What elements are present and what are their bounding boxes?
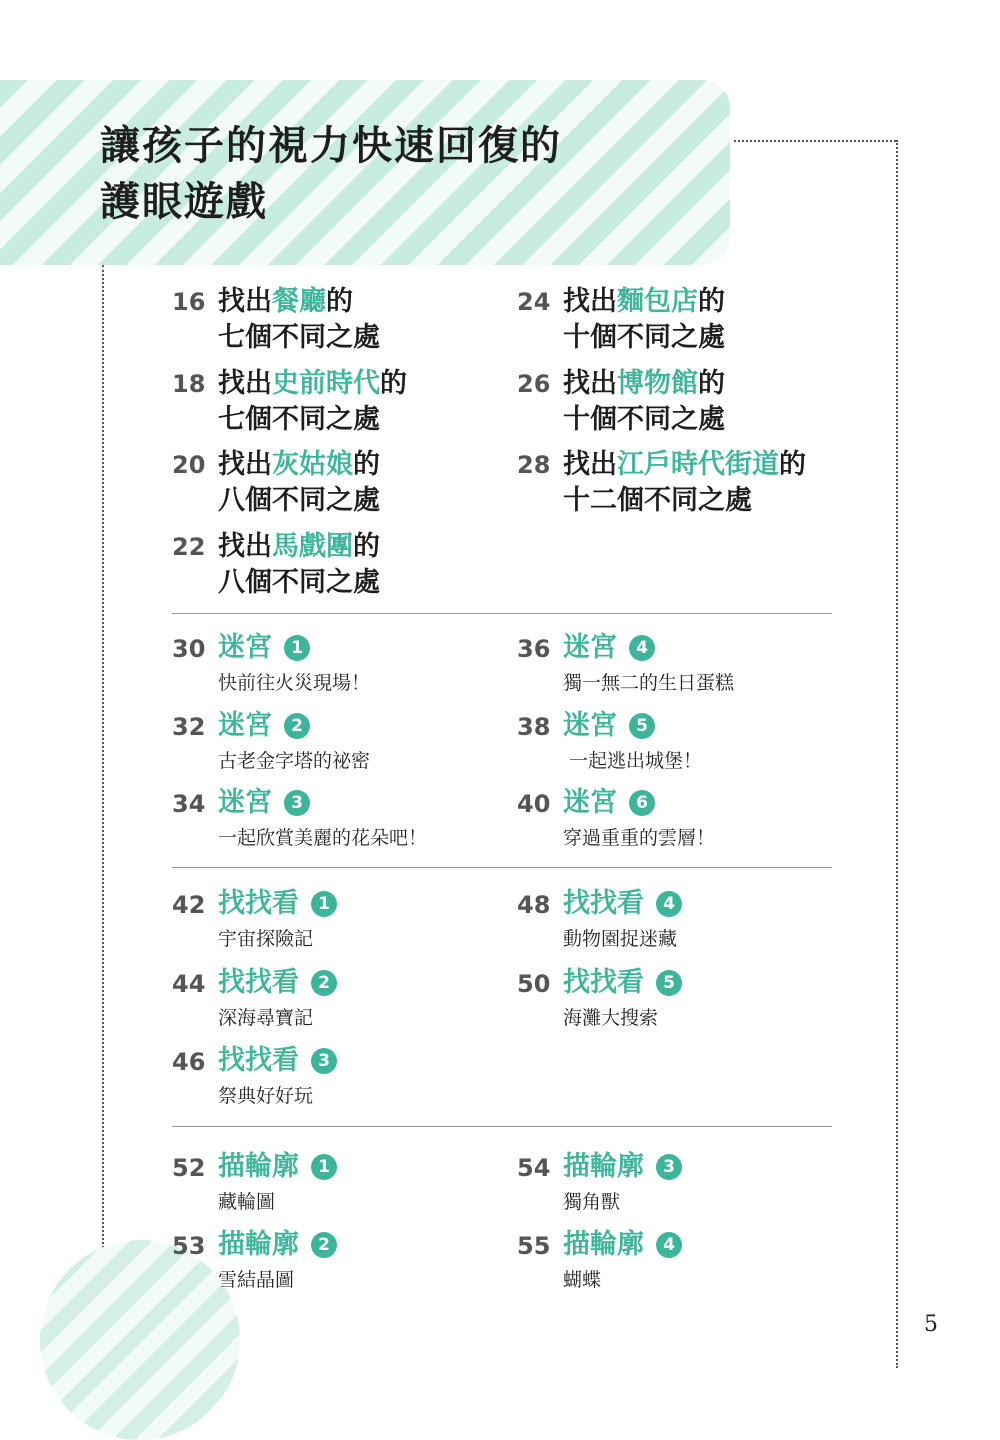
entry-subtitle: 海灘大搜索	[563, 1007, 659, 1029]
entry-subtitle: 獨角獸	[563, 1191, 621, 1213]
page-ref: 18	[172, 370, 206, 398]
page-ref: 52	[172, 1154, 206, 1182]
page-ref: 20	[172, 451, 206, 479]
entry-subtitle: 古老金字塔的祕密	[218, 750, 371, 772]
number-badge: 6	[629, 790, 655, 816]
entry-heading: 找找看 5	[563, 966, 682, 1000]
entry-subtitle: 雪結晶圖	[218, 1269, 295, 1291]
number-badge: 2	[311, 1232, 337, 1258]
page-number: 5	[924, 1312, 938, 1337]
entry-title: 找出灰姑娘的 八個不同之處	[218, 449, 380, 516]
entry-heading: 迷宮 2	[218, 709, 310, 743]
number-badge: 4	[656, 891, 682, 917]
page-ref: 22	[172, 533, 206, 561]
section-divider	[172, 867, 832, 868]
number-badge: 1	[284, 635, 310, 661]
entry-heading: 描輪廓 1	[218, 1150, 337, 1184]
page-ref: 50	[517, 970, 551, 998]
entry-heading: 迷宮 5	[563, 709, 655, 743]
page-ref: 38	[517, 713, 551, 741]
page-ref: 34	[172, 790, 206, 818]
entry-subtitle: 快前往火災現場！	[218, 672, 371, 694]
entry-subtitle: 祭典好好玩	[218, 1085, 314, 1107]
number-badge: 3	[656, 1154, 682, 1180]
entry-title: 找出史前時代的 七個不同之處	[218, 368, 407, 435]
entry-heading: 迷宮 4	[563, 631, 655, 665]
entry-title: 找出馬戲團的 八個不同之處	[218, 531, 380, 598]
number-badge: 1	[311, 1154, 337, 1180]
number-badge: 3	[311, 1048, 337, 1074]
entry-heading: 迷宮 3	[218, 786, 310, 820]
entry-subtitle: 宇宙探險記	[218, 928, 314, 950]
dotted-border-right	[896, 140, 898, 1368]
entry-heading: 找找看 3	[218, 1044, 337, 1078]
number-badge: 4	[629, 635, 655, 661]
dotted-border-left	[102, 265, 104, 1368]
entry-subtitle: 蝴蝶	[563, 1269, 602, 1291]
section-divider	[172, 1126, 832, 1127]
title-line-1: 讓孩子的視力快速回復的	[100, 123, 562, 169]
title-line-2: 護眼遊戲	[100, 179, 268, 225]
decorative-circle	[40, 1240, 240, 1440]
entry-heading: 描輪廓 4	[563, 1228, 682, 1262]
entry-subtitle: 藏輪圖	[218, 1191, 276, 1213]
entry-title: 找出餐廳的 七個不同之處	[218, 286, 380, 353]
number-badge: 3	[284, 790, 310, 816]
entry-heading: 迷宮 6	[563, 786, 655, 820]
page-ref: 55	[517, 1232, 551, 1260]
number-badge: 2	[311, 970, 337, 996]
entry-heading: 找找看 2	[218, 966, 337, 1000]
number-badge: 1	[311, 891, 337, 917]
entry-heading: 找找看 1	[218, 887, 337, 921]
section-divider	[172, 613, 832, 614]
page-ref: 44	[172, 970, 206, 998]
entry-heading: 找找看 4	[563, 887, 682, 921]
entry-heading: 描輪廓 2	[218, 1228, 337, 1262]
entry-subtitle: 動物園捉迷藏	[563, 928, 678, 950]
entry-heading: 描輪廓 3	[563, 1150, 682, 1184]
page-ref: 46	[172, 1048, 206, 1076]
entry-subtitle: 一起欣賞美麗的花朵吧！	[218, 827, 428, 849]
page-ref: 28	[517, 451, 551, 479]
page-ref: 26	[517, 370, 551, 398]
number-badge: 5	[629, 713, 655, 739]
page-ref: 53	[172, 1232, 206, 1260]
entry-subtitle: 獨一無二的生日蛋糕	[563, 672, 735, 694]
number-badge: 4	[656, 1232, 682, 1258]
page-ref: 24	[517, 288, 551, 316]
page-ref: 36	[517, 635, 551, 663]
page-ref: 16	[172, 288, 206, 316]
entry-subtitle: 一起逃出城堡！	[569, 750, 703, 772]
number-badge: 2	[284, 713, 310, 739]
page-ref: 54	[517, 1154, 551, 1182]
entry-title: 找出博物館的 十個不同之處	[563, 368, 725, 435]
entry-subtitle: 深海尋寶記	[218, 1007, 314, 1029]
page-ref: 30	[172, 635, 206, 663]
page-title	[100, 118, 562, 230]
entry-subtitle: 穿過重重的雲層！	[563, 827, 716, 849]
page-ref: 42	[172, 891, 206, 919]
page-ref: 48	[517, 891, 551, 919]
entry-title: 找出江戶時代街道的 十二個不同之處	[563, 449, 806, 516]
entry-heading: 迷宮 1	[218, 631, 310, 665]
dotted-border-top	[734, 140, 896, 142]
page-ref: 40	[517, 790, 551, 818]
entry-title: 找出麵包店的 十個不同之處	[563, 286, 725, 353]
page-ref: 32	[172, 713, 206, 741]
number-badge: 5	[656, 970, 682, 996]
